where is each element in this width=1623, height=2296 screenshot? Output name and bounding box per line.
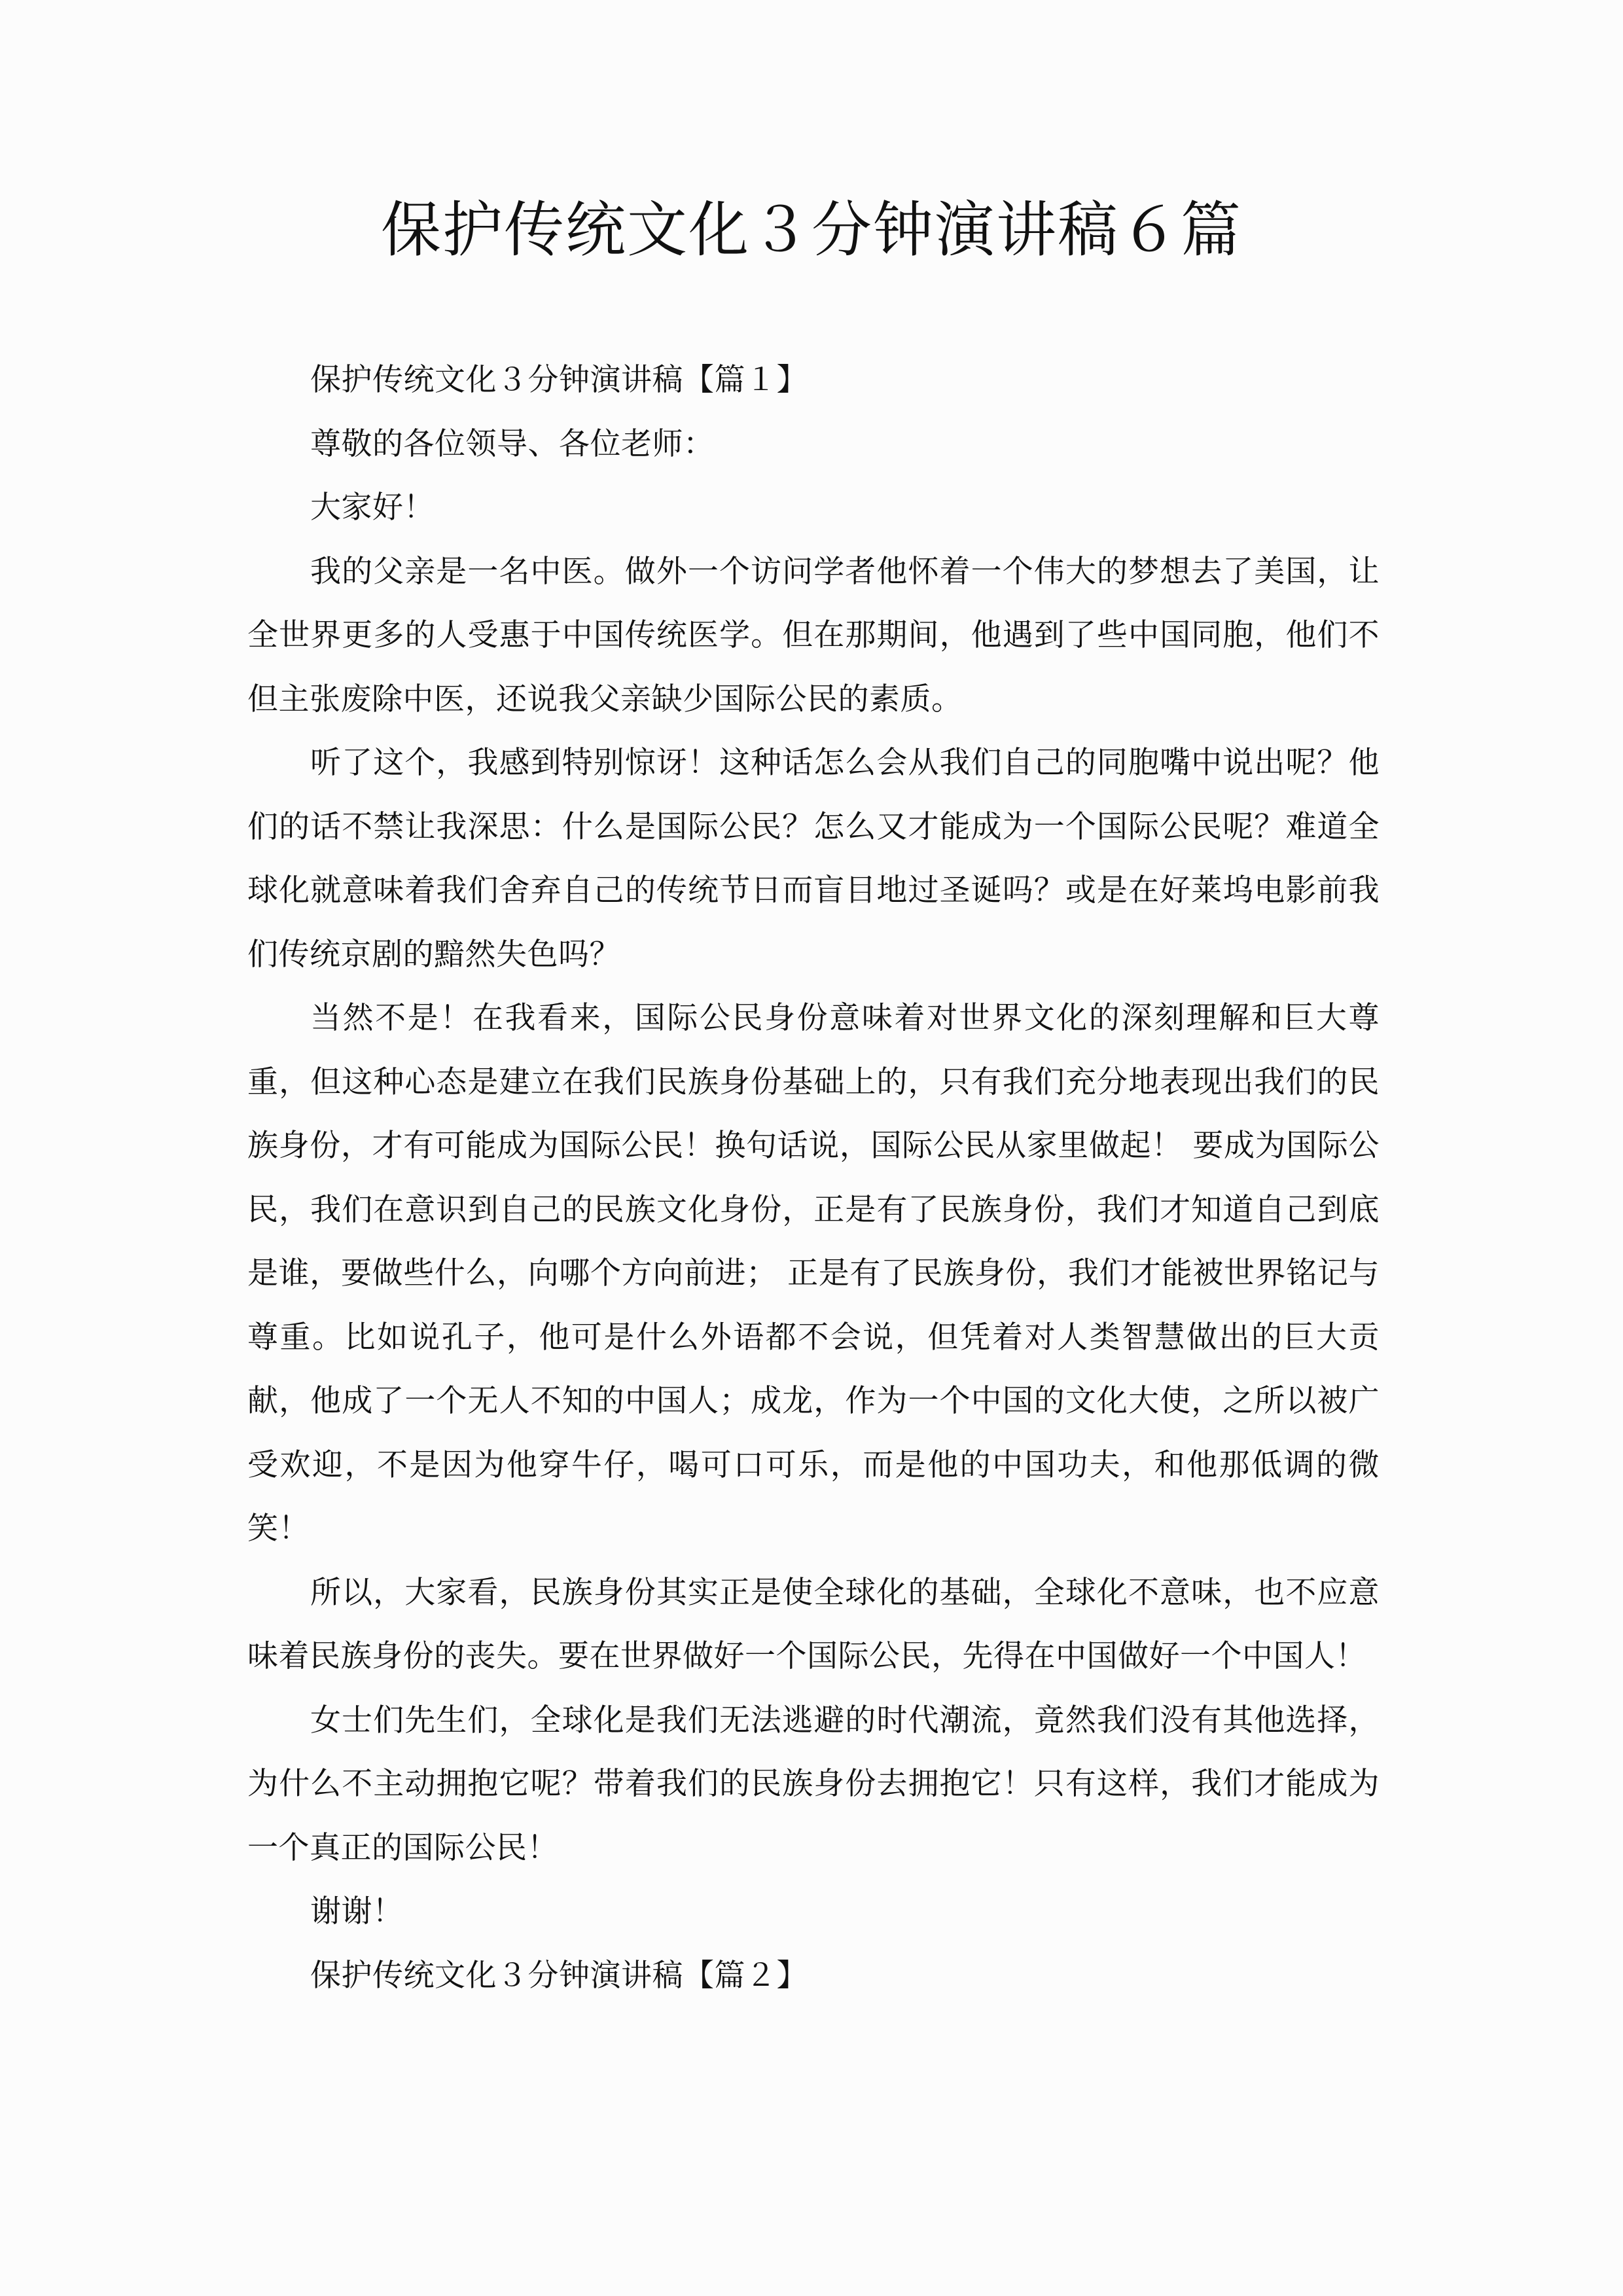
text-line: 们不但主张废除中医，还说我父亲缺少国际公民的素质。 [247,617,1380,717]
document-body [247,348,1380,2007]
text-line: 人！ [1304,1638,1366,1674]
body-paragraph [247,731,1380,986]
document-title: 保护传统文化３分钟演讲稿６篇 [380,195,1242,265]
text-line: 大家好！ [310,490,435,526]
body-paragraph [247,986,1380,1561]
text-line: 坞电影前我们传统京剧的黯然失色吗？ [247,872,1380,973]
text-line: 使，之所以被广受欢迎，不是因为他穿牛仔，喝可口可乐，而是他的中国功夫， [247,1383,1380,1483]
text-line: 所以，大家看，民族身份其实正是使全球化的基础，全球化不意味，也不应 [310,1574,1349,1611]
text-line: 难道全球化就意味着我们舍弃自己的传统节日而盲目地过圣诞吗？或是在好莱 [247,808,1380,908]
text-line: 民族身份，才有可能成为国际公民！换句话说，国际公民从家里做起！ 要成为 [247,1064,1380,1164]
body-paragraph [247,1561,1380,1689]
text-line: 被世界铭记与尊重。比如说孔子，他可是什么外语都不会说，但凭着对人类智慧 [247,1255,1380,1355]
text-line: 听了这个，我感到特别惊讶！这种话怎么会从我们自己的同胞嘴中说出呢？ [310,745,1349,781]
text-line: 做出的巨大贡献，他成了一个无人不知的中国人；成龙，作为一个中国的文化大 [247,1319,1380,1419]
text-line: 他们的话不禁让我深思：什么是国际公民？怎么又才能成为一个国际公民呢？ [247,745,1380,845]
text-line: 尊敬的各位领导、各位老师： [310,425,715,462]
text-line: 和他那低调的微笑！ [247,1446,1380,1547]
text-line: 自己到底是谁，要做些什么，向哪个方向前进； 正是有了民族身份，我们才能 [247,1191,1380,1291]
text-line: 我的父亲是一名中医。做外一个访问学者他怀着一个伟大的梦想去了美国， [310,553,1349,590]
body-paragraph [247,540,1380,732]
salutation [247,412,1380,476]
text-line: 保护传统文化３分钟演讲稿【篇１】 [310,362,808,398]
text-line: 重，但这种心态是建立在我们民族身份基础上的，只有我们充分地表现出我们的 [247,1064,1349,1100]
text-line: 意味着民族身份的丧失。要在世界做好一个国际公民，先得在中国做好一个中国 [247,1574,1380,1674]
section-heading-2 [247,1944,1380,2008]
body-paragraph [247,1689,1380,1880]
text-line: 女士们先生们，全球化是我们无法逃避的时代潮流，竟然我们没有其他选择， [310,1702,1380,1738]
text-line: 国际公民，我们在意识到自己的民族文化身份，正是有了民族身份，我们才知道 [247,1128,1380,1228]
greeting [247,476,1380,540]
text-line: 谢谢！ [310,1893,404,1929]
text-line: 为一个真正的国际公民！ [247,1766,1380,1866]
text-line: 当然不是！在我看来，国际公民身份意味着对世界文化的深刻理解和巨大尊 [310,1000,1380,1036]
text-line: 为什么不主动拥抱它呢？带着我们的民族身份去拥抱它！只有这样，我们才能成 [247,1766,1349,1802]
closing [247,1880,1380,1944]
section-heading-1 [247,348,1380,412]
text-line: 保护传统文化３分钟演讲稿【篇２】 [310,1957,808,1994]
text-line: 让全世界更多的人受惠于中国传统医学。但在那期间，他遇到了些中国同胞，他 [247,553,1380,653]
